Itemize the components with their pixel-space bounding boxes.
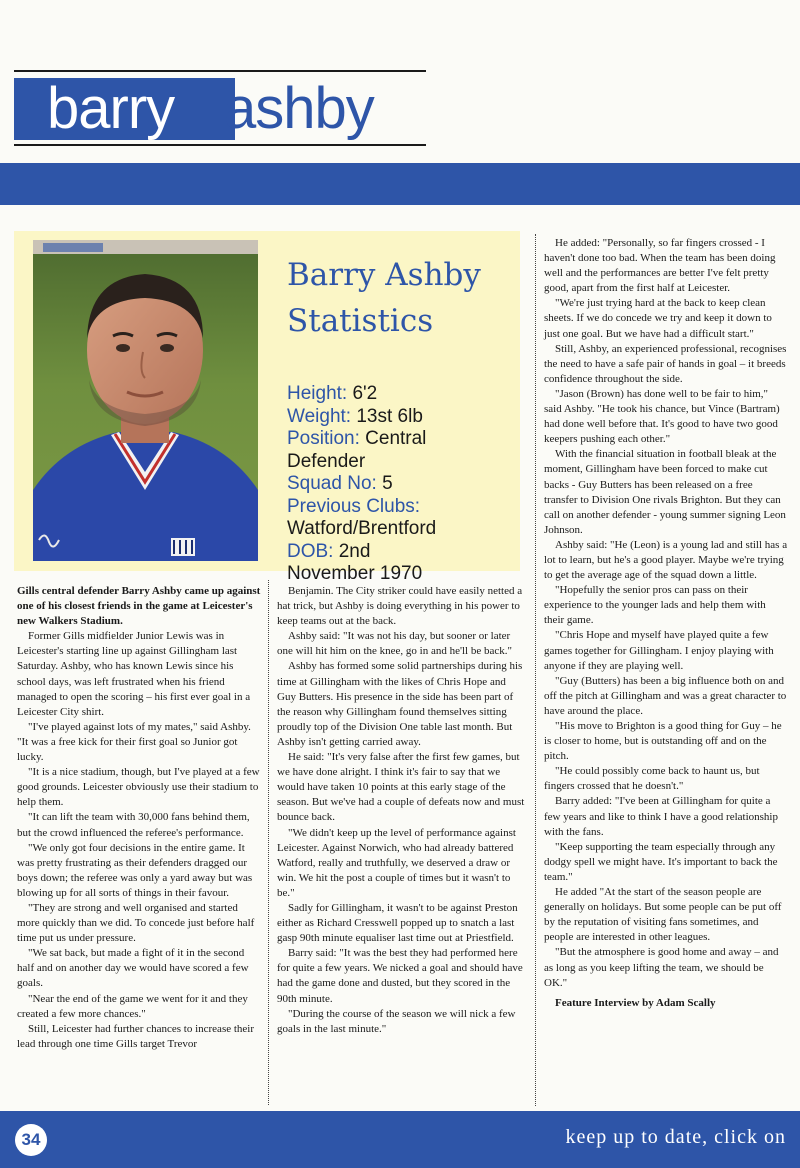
stat-dob-value-1: 2nd: [338, 540, 371, 562]
article-paragraph: "Near the end of the game we went for it and they created a few more chances.": [17, 992, 248, 1020]
stats-list: [287, 383, 436, 586]
article-column-2: [277, 584, 525, 1037]
article-paragraph: "We didn't keep up the level of performance against Leicester. Against Norwich, who had already battered Watford, really and truthfully, we deserved a draw or win. We hit the post a couple of times but it wasn't to be.": [277, 826, 516, 899]
article-paragraph: "It can lift the team with 30,000 fans behind them, but the crowd influenced the referee's performance.: [17, 811, 250, 839]
stat-height-value: 6'2: [352, 383, 378, 404]
article-paragraph: "I've played against lots of my mates," said Ashby. "It was a free kick for their first goal so Junior got lucky.: [17, 720, 251, 764]
article-paragraph: "Hopefully the senior pros can pass on their experience to the younger lads and help them with their game.: [544, 584, 766, 627]
title-first-name: barry: [47, 76, 175, 141]
player-photo: [33, 240, 258, 561]
article-column-3: [544, 236, 788, 1011]
stat-position: [287, 428, 436, 451]
article-paragraph: Ashby said: "It was not his day, but sooner or later one will hit him on the knee, go in and he'll be back.": [277, 630, 512, 658]
stat-weight-label: Weight:: [287, 405, 352, 427]
article-paragraph: Ashby has formed some solid partnerships during his time at Gillingham with the likes of Chris Hope and Guy Butters. His presence in the side has been part of the reason why Gillingham found themselves sitting proudly top of the Division One table last month. But Ashby isn't getting carried away.: [277, 660, 523, 748]
header-bottom-rule: [14, 144, 426, 146]
article-paragraph: Benjamin. The City striker could have easily netted a hat trick, but Ashby is doing everything in his power to keep teams out at the back.: [277, 585, 523, 628]
stat-position-value-2: Defender: [287, 450, 366, 472]
article-paragraph: "His move to Brighton is a good thing for Guy – he is closer to home, but is outstanding off and on the pitch.: [544, 720, 782, 763]
article-paragraph: He added: "Personally, so far fingers crossed - I haven't done too bad. When the team has been doing well and the performances are better I've felt pretty good, apart from the first half at Leicester.: [544, 237, 776, 295]
stat-clubs-label: Previous Clubs:: [287, 495, 421, 517]
article-paragraph: Former Gills midfielder Junior Lewis was in Leicester's starting line up against Gillingham last Saturday. Ashby, who has known Lewis since his school days, was left frustrated when his friend managed to open the scoring – his first ever goal in a Leicester City shirt.: [17, 630, 251, 718]
stat-dob-value-2: November 1970: [287, 563, 423, 584]
article-paragraph: "He could possibly come back to haunt us, but fingers crossed that he doesn't.": [544, 765, 760, 793]
article-paragraph: Ashby said: "He (Leon) is a young lad and still has a lot to learn, but he's a good player. Maybe we're trying to get the average age of the squad down a little.: [544, 538, 788, 582]
player-portrait-image: [33, 240, 258, 561]
column-divider: [535, 234, 536, 1106]
column-divider: [268, 580, 269, 1105]
stat-squad-value: 5: [382, 473, 393, 494]
article-paragraph: "We sat back, but made a fight of it in the second half and on another day we would have scored a few goals.: [17, 947, 249, 990]
article-paragraph: Barry said: "It was the best they had performed here for quite a few years. We nicked a goal and should have had the game done and dusted, but they scored in the 90th minute.: [277, 947, 523, 1005]
stat-clubs: [287, 496, 436, 519]
stat-dob-cont: [287, 563, 436, 586]
article-credit: Feature Interview by Adam Scally: [555, 996, 716, 1009]
stat-clubs-cont: [287, 518, 436, 541]
stat-position-label: Position:: [287, 428, 360, 449]
stats-heading-line-2: Statistics: [287, 303, 434, 339]
article-column-1: [17, 584, 261, 1052]
page-number: 34: [15, 1124, 47, 1156]
article-paragraph: "Guy (Butters) has been a big influence both on and off the pitch at Gillingham and was a great character to have around the place.: [544, 674, 787, 717]
stat-clubs-value: Watford/Brentford: [287, 518, 437, 539]
stat-weight: [287, 406, 436, 429]
article-paragraph: He added "At the start of the season people are generally on holidays. But some people can be put off by the reputation of visiting fans sometimes, and people are interested in other leagues.: [544, 886, 782, 944]
article-paragraph: Gills central defender Barry Ashby came up against one of his closest friends in the game at Leicester's new Walkers Stadium.: [17, 585, 261, 628]
title-last-name: ashby: [224, 76, 374, 141]
article-paragraph: Sadly for Gillingham, it wasn't to be against Preston either as Richard Cresswell popped up to snatch a last gasp 90th minute equaliser last time out at Priestfield.: [277, 901, 518, 945]
article-paragraph: "Keep supporting the team especially through any dodgy spell we might have. It's important to back the team.": [544, 840, 778, 883]
stat-weight-value: 13st 6lb: [356, 405, 423, 427]
article-paragraph: Still, Leicester had further chances to increase their lead through one time Gills target Trevor: [17, 1022, 255, 1050]
stats-heading-line-1: Barry Ashby: [287, 257, 481, 293]
stat-position-value-1: Central: [365, 428, 427, 449]
article-paragraph: Still, Ashby, an experienced professional, recognises the need to have a safe pair of hands in goal – it breeds confidence throughout the side.: [544, 342, 787, 385]
stat-squad-label: Squad No:: [287, 473, 377, 494]
article-paragraph: "We're just trying hard at the back to keep clean sheets. If we do concede we try and keep it down to just one goal. But we have had a difficult start.": [544, 297, 772, 340]
article-paragraph: "It is a nice stadium, though, but I've played at a few good grounds. Leicester obviously use their stadium to help them.: [17, 766, 260, 809]
stat-position-cont: [287, 451, 436, 474]
header-top-rule: [14, 70, 426, 72]
stat-height-label: Height:: [287, 383, 348, 404]
article-paragraph: "Chris Hope and myself have played quite a few games together for Gillingham. I enjoy playing with anyone if they are playing well.: [544, 629, 774, 672]
article-paragraph: "They are strong and well organised and started more quickly than we did. To concede just before half time put us under pressure.: [17, 901, 255, 945]
article-paragraph: Barry added: "I've been at Gillingham for quite a few years and like to think I have a good relationship with the fans.: [544, 795, 778, 838]
stat-dob: [287, 541, 436, 564]
article-paragraph: "We only got four decisions in the entire game. It was pretty frustrating as their defenders dragged our boys down; the referee was only a yard away but was blowing up for all sorts of things in their favour.: [17, 841, 253, 899]
stat-dob-label: DOB:: [287, 540, 334, 562]
top-color-band: [0, 163, 800, 205]
article-paragraph: He said: "It's very false after the first few games, but we have done alright. I think it's fair to say that we would have taken 10 points at this early stage of the season. But we've had a couple of defeats now and must bounce back.: [277, 751, 525, 824]
article-paragraph: "But the atmosphere is good home and away – and as long as you keep lifting the team, we should be OK.": [544, 946, 779, 989]
article-paragraph: With the financial situation in football bleak at the moment, Gillingham have been forced to make cut backs - Guy Butters has been released on a free transfer to Division One rivals Brighton. But they can call on another defender - young summer signing Leon Johnson.: [544, 448, 786, 536]
stats-heading: [287, 252, 481, 344]
footer-tagline: keep up to date, click on: [565, 1126, 786, 1148]
stat-squad: [287, 473, 436, 496]
page-title: [14, 78, 426, 140]
stat-height: [287, 383, 436, 406]
article-paragraph: "During the course of the season we will nick a few goals in the last minute.": [277, 1007, 516, 1035]
article-paragraph: "Jason (Brown) has done well to be fair to him," said Ashby. "He took his chance, but Vince (Bartram) had done well before that. It's good to have two good keepers pushing each other.": [544, 387, 780, 446]
